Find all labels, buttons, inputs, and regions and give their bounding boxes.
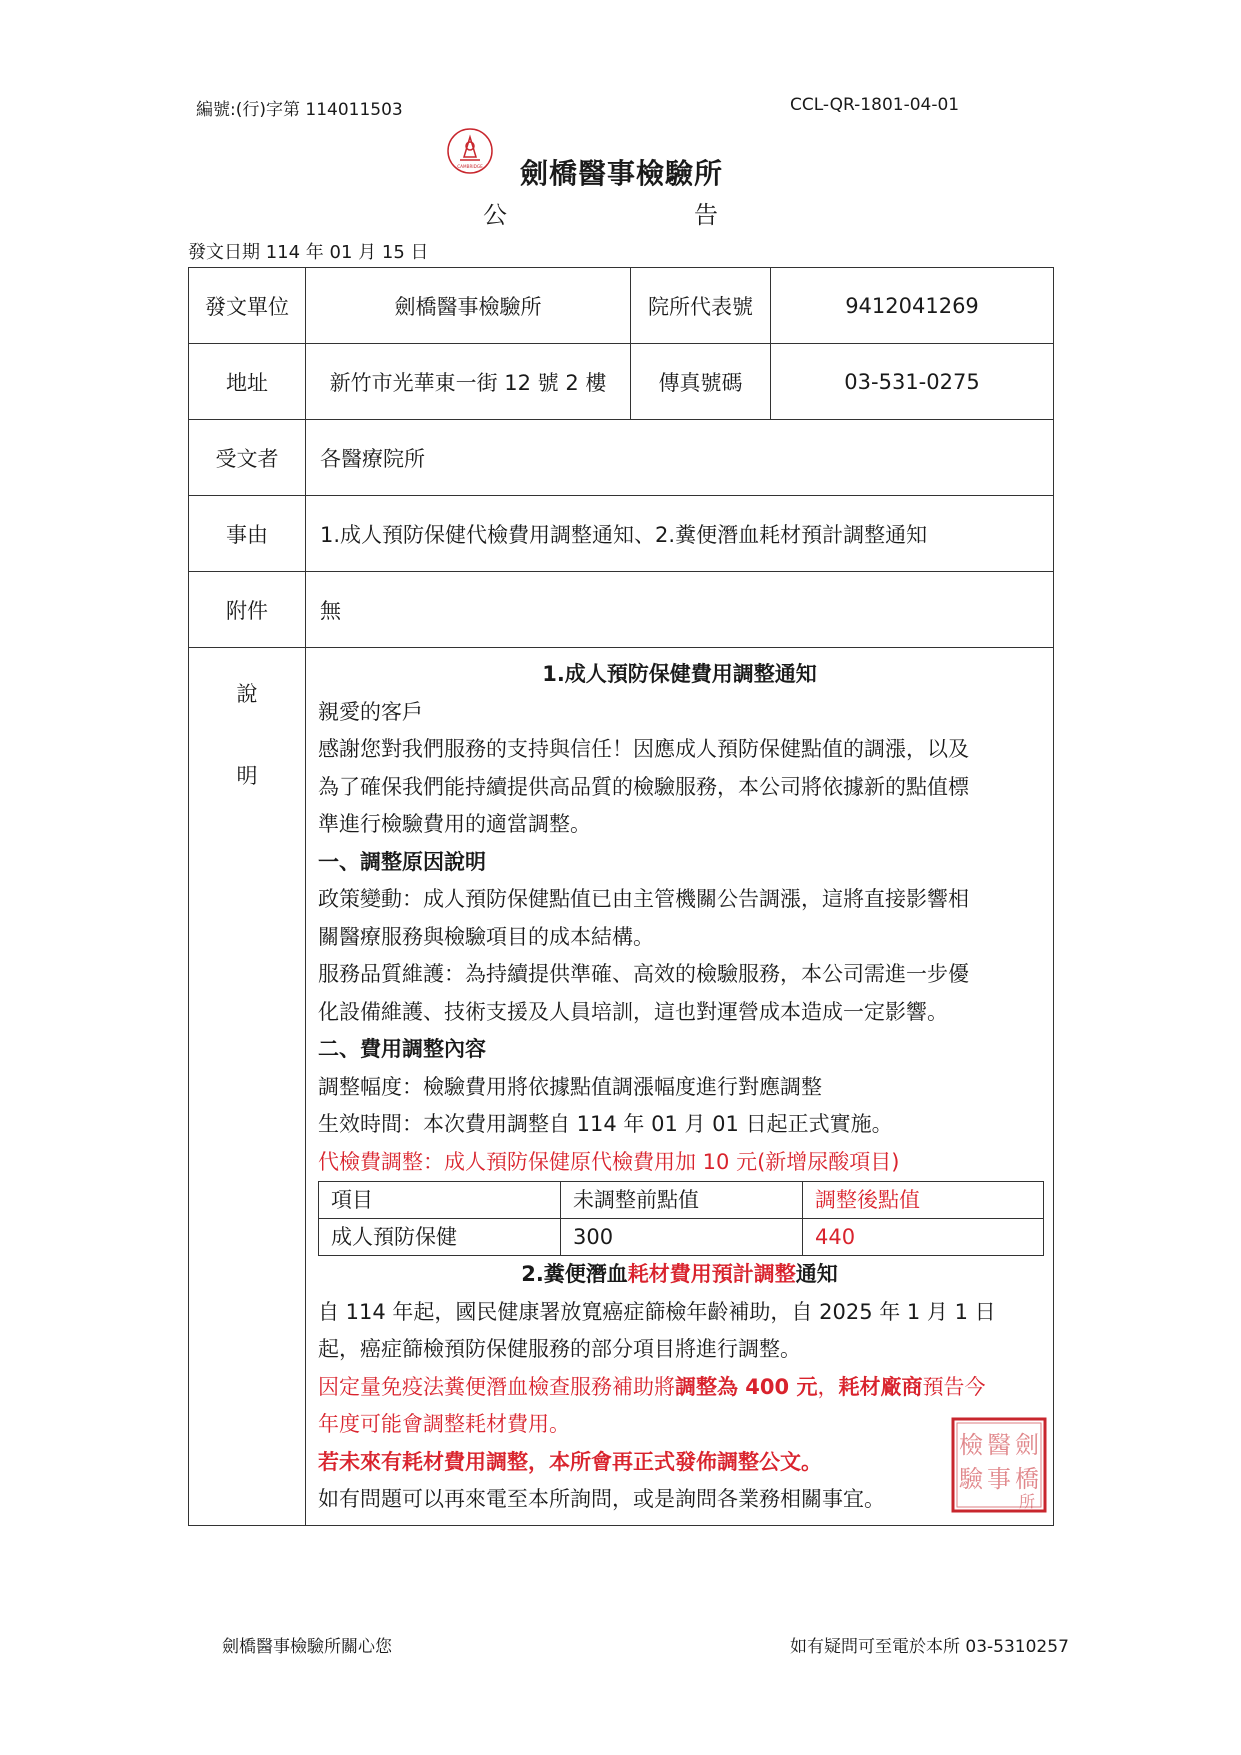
intro-line-2: 為了確保我們能持續提供高品質的檢驗服務，本公司將依據新的點值標 [318, 774, 969, 799]
adjust-range: 調整幅度：檢驗費用將依據點值調漲幅度進行對應調整 [318, 1074, 822, 1099]
heading-reason: 一、調整原因說明 [318, 849, 486, 874]
issue-date: 發文日期 114 年 01 月 15 日 [188, 242, 429, 263]
seal-char-6: 驗 [959, 1464, 983, 1493]
row-sender [189, 268, 1054, 344]
fee-header-after: 調整後點值 [803, 1182, 1044, 1219]
fee-header-item: 項目 [319, 1182, 561, 1219]
footer-left: 劍橋醫事檢驗所關心您 [222, 1637, 392, 1657]
seal-char-7: 所 [1018, 1491, 1036, 1511]
subsidy-line-1 [318, 1369, 1041, 1407]
sender-label: 發文單位 [189, 268, 306, 344]
row-address [189, 344, 1054, 420]
fee-adjustment: 代檢費調整：成人預防保健原代檢費用加 10 元(新增尿酸項目) [318, 1149, 900, 1174]
explanation-label-char-1: 說 [236, 682, 258, 706]
explanation-label-char-2: 明 [236, 764, 258, 788]
row-explanation [189, 648, 1054, 1526]
section2-title-c: 通知 [795, 1262, 838, 1286]
subsidy-text-e: 預告今 [922, 1374, 986, 1399]
seal-char-3: 醫 [987, 1430, 1011, 1459]
address-value: 新竹市光華東一街 12 號 2 樓 [306, 344, 631, 420]
subject-value: 1.成人預防保健代檢費用調整通知、2.糞便潛血耗材預計調整通知 [306, 496, 1054, 572]
attachment-label: 附件 [189, 572, 306, 648]
section2-title-b: 耗材費用預計調整 [627, 1262, 796, 1286]
seal-char-5: 檢 [959, 1430, 983, 1459]
heading-content: 二、費用調整內容 [318, 1037, 486, 1061]
section2-title-a: 2.糞便潛血 [521, 1262, 628, 1286]
policy-line-2: 關醫療服務與檢驗項目的成本結構。 [318, 924, 654, 949]
organization-logo [446, 127, 494, 175]
fee-header-before: 未調整前點值 [561, 1182, 803, 1219]
subsidy-text-d: 耗材廠商 [838, 1374, 923, 1399]
fax-label: 傳真號碼 [631, 344, 771, 420]
seal-char-2: 橋 [1015, 1464, 1039, 1493]
section1-title: 1.成人預防保健費用調整通知 [542, 662, 817, 686]
future-notice: 若未來有耗材費用調整，本所會再正式發佈調整公文。 [318, 1449, 822, 1474]
fee-table-header [319, 1182, 1044, 1219]
form-code: CCL-QR-1801-04-01 [790, 95, 960, 115]
section2-title [318, 1256, 1041, 1294]
row-subject [189, 496, 1054, 572]
greeting: 親愛的客戶 [318, 699, 423, 724]
quality-line-2: 化設備維護、技術支援及人員培訓，這也對運營成本造成一定影響。 [318, 999, 948, 1024]
fee-cell-after: 440 [803, 1219, 1044, 1256]
recipient-value: 各醫療院所 [306, 420, 1054, 496]
notice-char-2: 告 [694, 201, 718, 229]
attachment-value: 無 [306, 572, 1054, 648]
effective-date: 生效時間：本次費用調整自 114 年 01 月 01 日起正式實施。 [318, 1112, 893, 1136]
subject-label: 事由 [189, 496, 306, 572]
document-number: 編號:(行)字第 114011503 [196, 100, 403, 120]
organization-name: 劍橋醫事檢驗所 [520, 157, 724, 190]
institution-code-label: 院所代表號 [631, 268, 771, 344]
recipient-label: 受文者 [189, 420, 306, 496]
fee-cell-item: 成人預防保健 [319, 1219, 561, 1256]
fee-table [318, 1181, 1044, 1256]
fee-table-row [319, 1219, 1044, 1256]
official-seal [951, 1417, 1047, 1513]
notice-char-1: 公 [483, 201, 507, 229]
quality-line-1: 服務品質維護：為持續提供準確、高效的檢驗服務，本公司需進一步優 [318, 962, 969, 986]
explanation-body [306, 648, 1054, 1526]
explanation-label [189, 648, 306, 1526]
seal-char-4: 事 [987, 1464, 1011, 1493]
contact-note: 如有問題可以再來電至本所詢問，或是詢問各業務相關事宜。 [318, 1487, 885, 1511]
fax-value: 03-531-0275 [771, 344, 1054, 420]
subsidy-line-2: 年度可能會調整耗材費用。 [318, 1412, 570, 1436]
row-attachment [189, 572, 1054, 648]
fee-cell-before: 300 [561, 1219, 803, 1256]
notice-table [188, 267, 1054, 1526]
footer-right: 如有疑問可至電於本所 03-5310257 [790, 1637, 1069, 1657]
screening-line-1: 自 114 年起，國民健康署放寬癌症篩檢年齡補助，自 2025 年 1 月 1 日 [318, 1299, 996, 1324]
intro-line-3: 準進行檢驗費用的適當調整。 [318, 812, 591, 836]
institution-code-value: 9412041269 [771, 268, 1054, 344]
row-recipient [189, 420, 1054, 496]
subsidy-text-b: 調整為 400 元 [675, 1374, 818, 1399]
logo-wordmark: CAMBRIDGE [457, 164, 483, 169]
policy-line-1: 政策變動：成人預防保健點值已由主管機關公告調漲，這將直接影響相 [318, 887, 969, 911]
address-label: 地址 [189, 344, 306, 420]
intro-line-1: 感謝您對我們服務的支持與信任！因應成人預防保健點值的調漲，以及 [318, 737, 969, 761]
subsidy-text-c: ， [817, 1374, 839, 1399]
sender-value: 劍橋醫事檢驗所 [306, 268, 631, 344]
seal-char-1: 劍 [1015, 1430, 1039, 1459]
subsidy-text-a: 因定量免疫法糞便潛血檢查服務補助將 [318, 1374, 675, 1399]
screening-line-2: 起，癌症篩檢預防保健服務的部分項目將進行調整。 [318, 1337, 801, 1361]
